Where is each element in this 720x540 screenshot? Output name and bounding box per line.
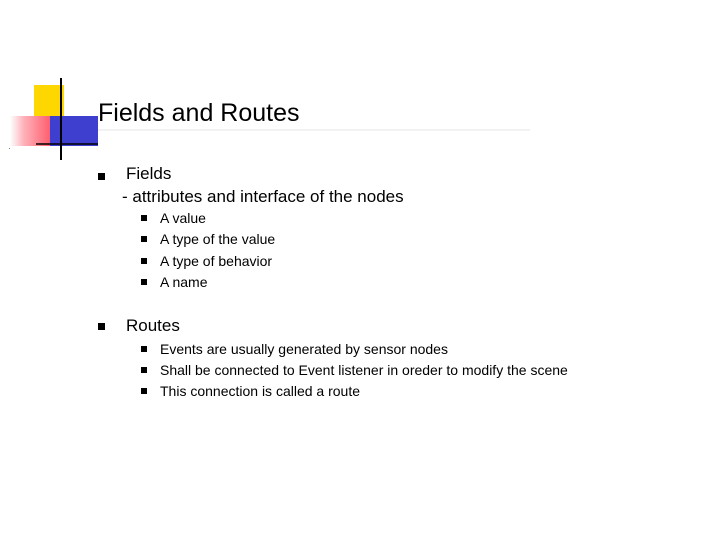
bullet-fields-item — [141, 258, 147, 264]
bullet-fields — [98, 173, 105, 180]
bullet-routes-item — [141, 388, 147, 394]
heading-fields: Fields — [126, 164, 172, 183]
heading-routes: Routes — [126, 316, 180, 335]
list-item: A type of behavior — [160, 253, 273, 269]
list-item: Shall be connected to Event listener in oreder to modify the scene — [160, 362, 568, 378]
bullet-fields-item — [141, 215, 147, 221]
bullet-routes — [98, 323, 105, 330]
list-item: This connection is called a route — [160, 383, 360, 399]
red-gradient-block — [10, 116, 50, 146]
bullet-fields-item — [141, 236, 147, 242]
list-item: A type of the value — [160, 231, 276, 247]
bullet-routes-item — [141, 367, 147, 373]
corner-dot — [9, 148, 10, 149]
list-item: Events are usually generated by sensor nodes — [160, 341, 448, 357]
list-item: A value — [160, 210, 206, 226]
subheading-fields: - attributes and interface of the nodes — [122, 187, 404, 206]
bullet-fields-item — [141, 279, 147, 285]
bullet-routes-item — [141, 346, 147, 352]
list-item: A name — [160, 274, 208, 290]
slide-title: Fields and Routes — [98, 99, 300, 127]
yellow-square — [34, 85, 64, 116]
blue-square — [50, 116, 98, 146]
